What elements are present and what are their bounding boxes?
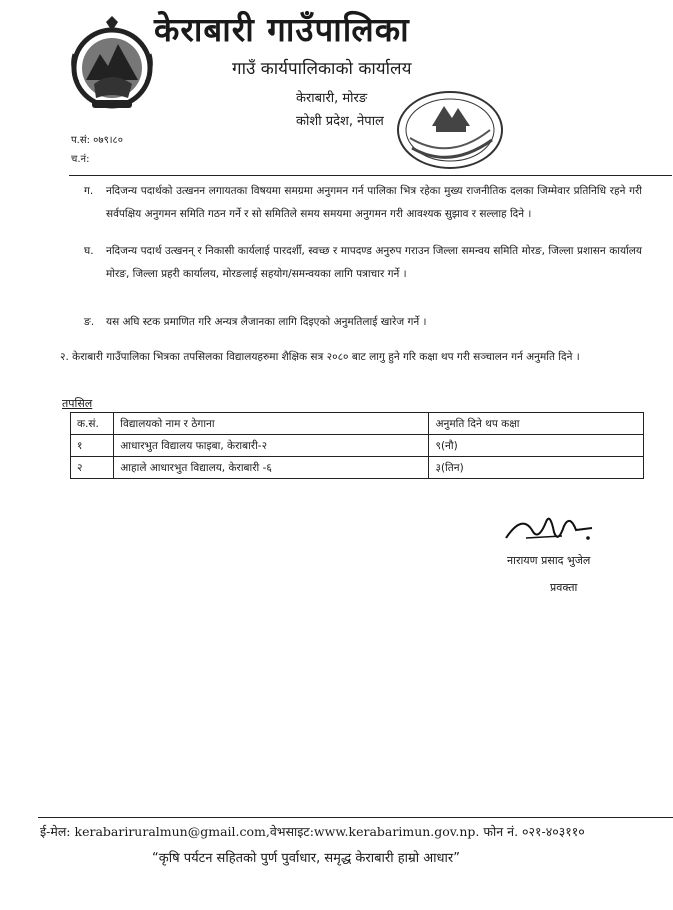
office-title: केराबारी गाउँपालिका <box>154 10 410 49</box>
footer-divider <box>38 817 673 818</box>
address-line-1: केराबारी, मोरङ <box>296 91 368 106</box>
footer-slogan: “कृषि पर्यटन सहितको पुर्ण पुर्वाधार, समृद्ध केराबारी हाम्रो आधार” <box>152 851 460 866</box>
signatory-role: प्रवक्ता <box>550 581 578 594</box>
item-marker: ग. <box>84 185 94 197</box>
official-stamp <box>392 84 510 176</box>
table-cell: आधारभुत विद्यालय फाइबा, केराबारी-२ <box>114 435 429 457</box>
item-marker: ङ. <box>84 316 95 328</box>
header-divider <box>69 175 672 176</box>
nepal-emblem-logo <box>66 14 158 118</box>
footer-contact: ई-मेल: kerabariruralmun@gmail.com,वेभसाइट:www.kerabarimun.gov.np. फोन नं. ०२१-४०३११० <box>40 824 585 839</box>
table-cell: २ <box>71 457 114 479</box>
table-row <box>71 435 644 457</box>
decision-item-ga <box>72 180 642 226</box>
item-text: नदिजन्य पदार्थको उत्खनन लगायतका विषयमा समग्रमा अनुगमन गर्न पालिका भित्र रहेका मुख्य राजनीतिक दलका जिम्मेवार प्रतिनिधि रहने गरी सर्वपक्षिय अनुगमन समिति गठन गर्ने र सो समितिले समय समयमा अनुगमन गरी आवश्यक सुझाव र सल्लाह दिने । <box>106 185 642 220</box>
table-header: क.सं. <box>71 413 114 435</box>
table-cell: १ <box>71 435 114 457</box>
table-header: विद्यालयको नाम र ठेगाना <box>114 413 429 435</box>
table-cell: आहाले आधारभुत विद्यालय, केराबारी -६ <box>114 457 429 479</box>
decision-item-nga <box>72 311 642 334</box>
table-cell: ३(तिन) <box>429 457 644 479</box>
letter-number: प.सं: ०७९।८० <box>71 135 123 146</box>
school-table <box>70 412 644 479</box>
decision-paragraph-2: २. केराबारी गाउँपालिका भित्रका तपसिलका विद्यालयहरुमा शैक्षिक सत्र २०८० बाट लागु हुने गरि कक्षा थप गरी सञ्चालन गर्न अनुमति दिने । <box>60 351 580 363</box>
decision-item-gha <box>72 240 642 286</box>
schedule-label: तपसिल <box>62 397 93 410</box>
office-subtitle: गाउँ कार्यपालिकाको कार्यालय <box>232 59 412 79</box>
item-marker: घ. <box>84 245 94 257</box>
item-text: नदिजन्य पदार्थ उत्खनन् र निकासी कार्यलाई पारदर्शी, स्वच्छ र मापदण्ड अनुरुप गराउन जिल्ला समन्वय समिति मोरङ, जिल्ला प्रशासन कार्यालय मोरङ, जिल्ला प्रहरी कार्यालय, मोरङलाई सहयोग/समन्वयका लागि पत्राचार गर्ने । <box>106 245 642 280</box>
table-header-row <box>71 413 644 435</box>
item-text: यस अघि स्टक प्रमाणित गरि अन्यत्र लैजानका लागि दिइएको अनुमतिलाई खारेज गर्ने । <box>106 316 427 328</box>
table-header: अनुमति दिने थप कक्षा <box>429 413 644 435</box>
table-cell: ९(नौ) <box>429 435 644 457</box>
table-row <box>71 457 644 479</box>
address-line-2: कोशी प्रदेश, नेपाल <box>296 114 384 129</box>
handwritten-signature <box>502 508 600 552</box>
dispatch-number: च.नं: <box>71 154 90 165</box>
signatory-name: नारायण प्रसाद भुजेल <box>507 554 591 567</box>
